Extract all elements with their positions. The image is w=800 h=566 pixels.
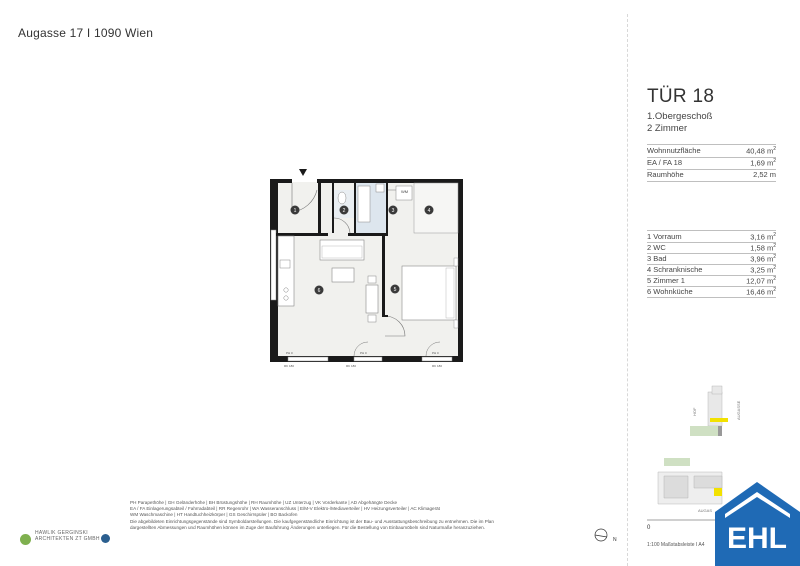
unit-floor: 1.Obergeschoß [647, 111, 713, 122]
room-label: 6 Wohnküche [647, 287, 693, 296]
ehl-logo [715, 482, 800, 566]
room-marker [291, 206, 300, 215]
room-area: 16,46 $m^2$ [746, 287, 776, 297]
legend-text [130, 500, 570, 531]
room-area: 12,07 $m^2$ [746, 276, 776, 286]
svg-text:4: 4 [427, 208, 431, 214]
wall-tag: RK 180 [284, 364, 295, 368]
legend-line: Die abgebildeten Einrichtungsgegenstände sind Symboldarstellungen. Die kaufgegenständliche Einrichtung ist der Bau- und Ausstattungsbeschreibung zu entnehmen. Die im Plan [130, 518, 494, 524]
legend-line: EA / FA Einlagerungsabteil / Fahrradabteil | RR Regenrohr | WA Wasseranschluss | E/M-V Elektro-/Mediaverteiler | HV Heizungsverteiler | AC Klimagerät [130, 506, 440, 512]
scale-zero: 0 [647, 525, 651, 531]
pillow [446, 268, 454, 318]
dining-table [366, 285, 378, 313]
chair [368, 276, 376, 283]
svg-text:1: 1 [293, 208, 297, 214]
summary-label: EA / FA 18 [647, 158, 683, 167]
room-marker [391, 285, 400, 294]
nightstand [454, 258, 458, 266]
court-label: HOF [692, 407, 697, 416]
svg-text:2: 2 [342, 208, 346, 214]
table-rule [647, 181, 776, 182]
wall-interior [354, 183, 356, 233]
summary-value: 2,52 m [753, 170, 776, 179]
toilet [338, 192, 346, 204]
wall-top [317, 179, 463, 183]
svg-text:3: 3 [391, 208, 395, 214]
summary-value: 1,69 $m^2$ [750, 158, 776, 168]
window [271, 230, 276, 300]
room-label: 2 WC [647, 243, 666, 252]
room-area: 3,16 $m^2$ [750, 232, 776, 242]
chair [368, 315, 376, 322]
parapet-tag: PH 0 [432, 351, 439, 355]
sofa-cushion [322, 246, 362, 258]
ground-area [690, 426, 722, 436]
summary-label: Wohnnutzfläche [647, 146, 701, 155]
architect-name: HAWLIK GERGINSKI ARCHITEKTEN ZT GMBH [35, 530, 100, 542]
north-label: N [613, 537, 617, 543]
architect-badge-icon [101, 534, 110, 543]
street-label: AUGASSE [736, 400, 741, 420]
room-label: 1 Vorraum [647, 232, 682, 241]
summary-row [647, 169, 776, 181]
room-area: 3,25 $m^2$ [750, 265, 776, 275]
wall-interior [348, 233, 388, 236]
wall-interior [332, 183, 334, 233]
room-marker [340, 206, 349, 215]
room-area: 1,58 $m^2$ [750, 243, 776, 253]
window [288, 357, 328, 361]
garden-area [664, 458, 690, 466]
window [422, 357, 452, 361]
parapet-tag: PH 0 [360, 351, 367, 355]
wall-interior [276, 233, 328, 236]
shower [358, 186, 370, 222]
wall-interior [386, 183, 388, 233]
room-marker [389, 206, 398, 215]
summary-value: 40,48 $m^2$ [746, 146, 776, 156]
unit-rooms-count: 2 Zimmer [647, 123, 688, 134]
summary-label: Raumhöhe [647, 170, 684, 179]
floor-plan [262, 170, 472, 370]
building-elevation [712, 386, 722, 394]
wall-interior [318, 183, 321, 233]
summary-row [647, 145, 776, 157]
room-marker [315, 286, 324, 295]
coffee-table [332, 268, 354, 282]
site-building [664, 476, 688, 498]
legend-line: PH Parapethöhe | GH Geländerhöhe | BH Brüstungshöhe | RH Raumhöhe | UZ Unterzug | VK Vorderkante | AD Abgehängte Decke [130, 500, 398, 505]
wall-top [270, 179, 292, 183]
north-arrow-icon [593, 527, 611, 543]
legend-line: dargestellten Abmessungen und Raumhöhen können im Zuge der Bauführung Änderungen unterliegen. Für die Bestellung von Einbaumöbeln sind Naturmaße heranzuziehen. [130, 524, 485, 530]
nightstand [454, 320, 458, 328]
street-label-short: AUGAS [698, 508, 713, 513]
svg-text:5: 5 [393, 287, 397, 293]
site-key-plan [640, 372, 741, 530]
parapet-tag: PH 0 [286, 351, 293, 355]
window [354, 357, 382, 361]
closet-niche [414, 183, 458, 233]
room-area: 3,96 $m^2$ [750, 254, 776, 264]
wall-interior [382, 236, 385, 316]
wall-tag: RK 180 [346, 364, 357, 368]
room-label: 4 Schranknische [647, 265, 703, 274]
entrance-arrow-icon [299, 169, 307, 176]
legend-line: WM Waschmaschine | HT Handtuchheizkörper | GS Geschirrspüler | BO Backofen [130, 512, 298, 518]
room-marker [425, 206, 434, 215]
kitchen-counter [278, 236, 294, 306]
room-label: 5 Zimmer 1 [647, 276, 685, 285]
ground-area [718, 426, 722, 436]
divider-line [627, 14, 628, 566]
wall-tag: RK 180 [432, 364, 443, 368]
project-address: Augasse 17 I 1090 Wien [18, 26, 154, 40]
washbasin [376, 184, 384, 192]
unit-floor-highlight [710, 418, 728, 422]
unit-title: TÜR 18 [647, 86, 715, 107]
architect-logo-icon [20, 534, 31, 545]
scale-label: 1:100 Maßstabsleiste I A4 [647, 542, 705, 548]
wall-right [458, 182, 463, 362]
room-label: 3 Bad [647, 254, 667, 263]
ehl-logo-text: EHL [727, 522, 787, 555]
table-rule [647, 297, 776, 298]
svg-text:6: 6 [317, 288, 321, 294]
summary-row [647, 157, 776, 169]
wm-label: WM [401, 189, 409, 194]
